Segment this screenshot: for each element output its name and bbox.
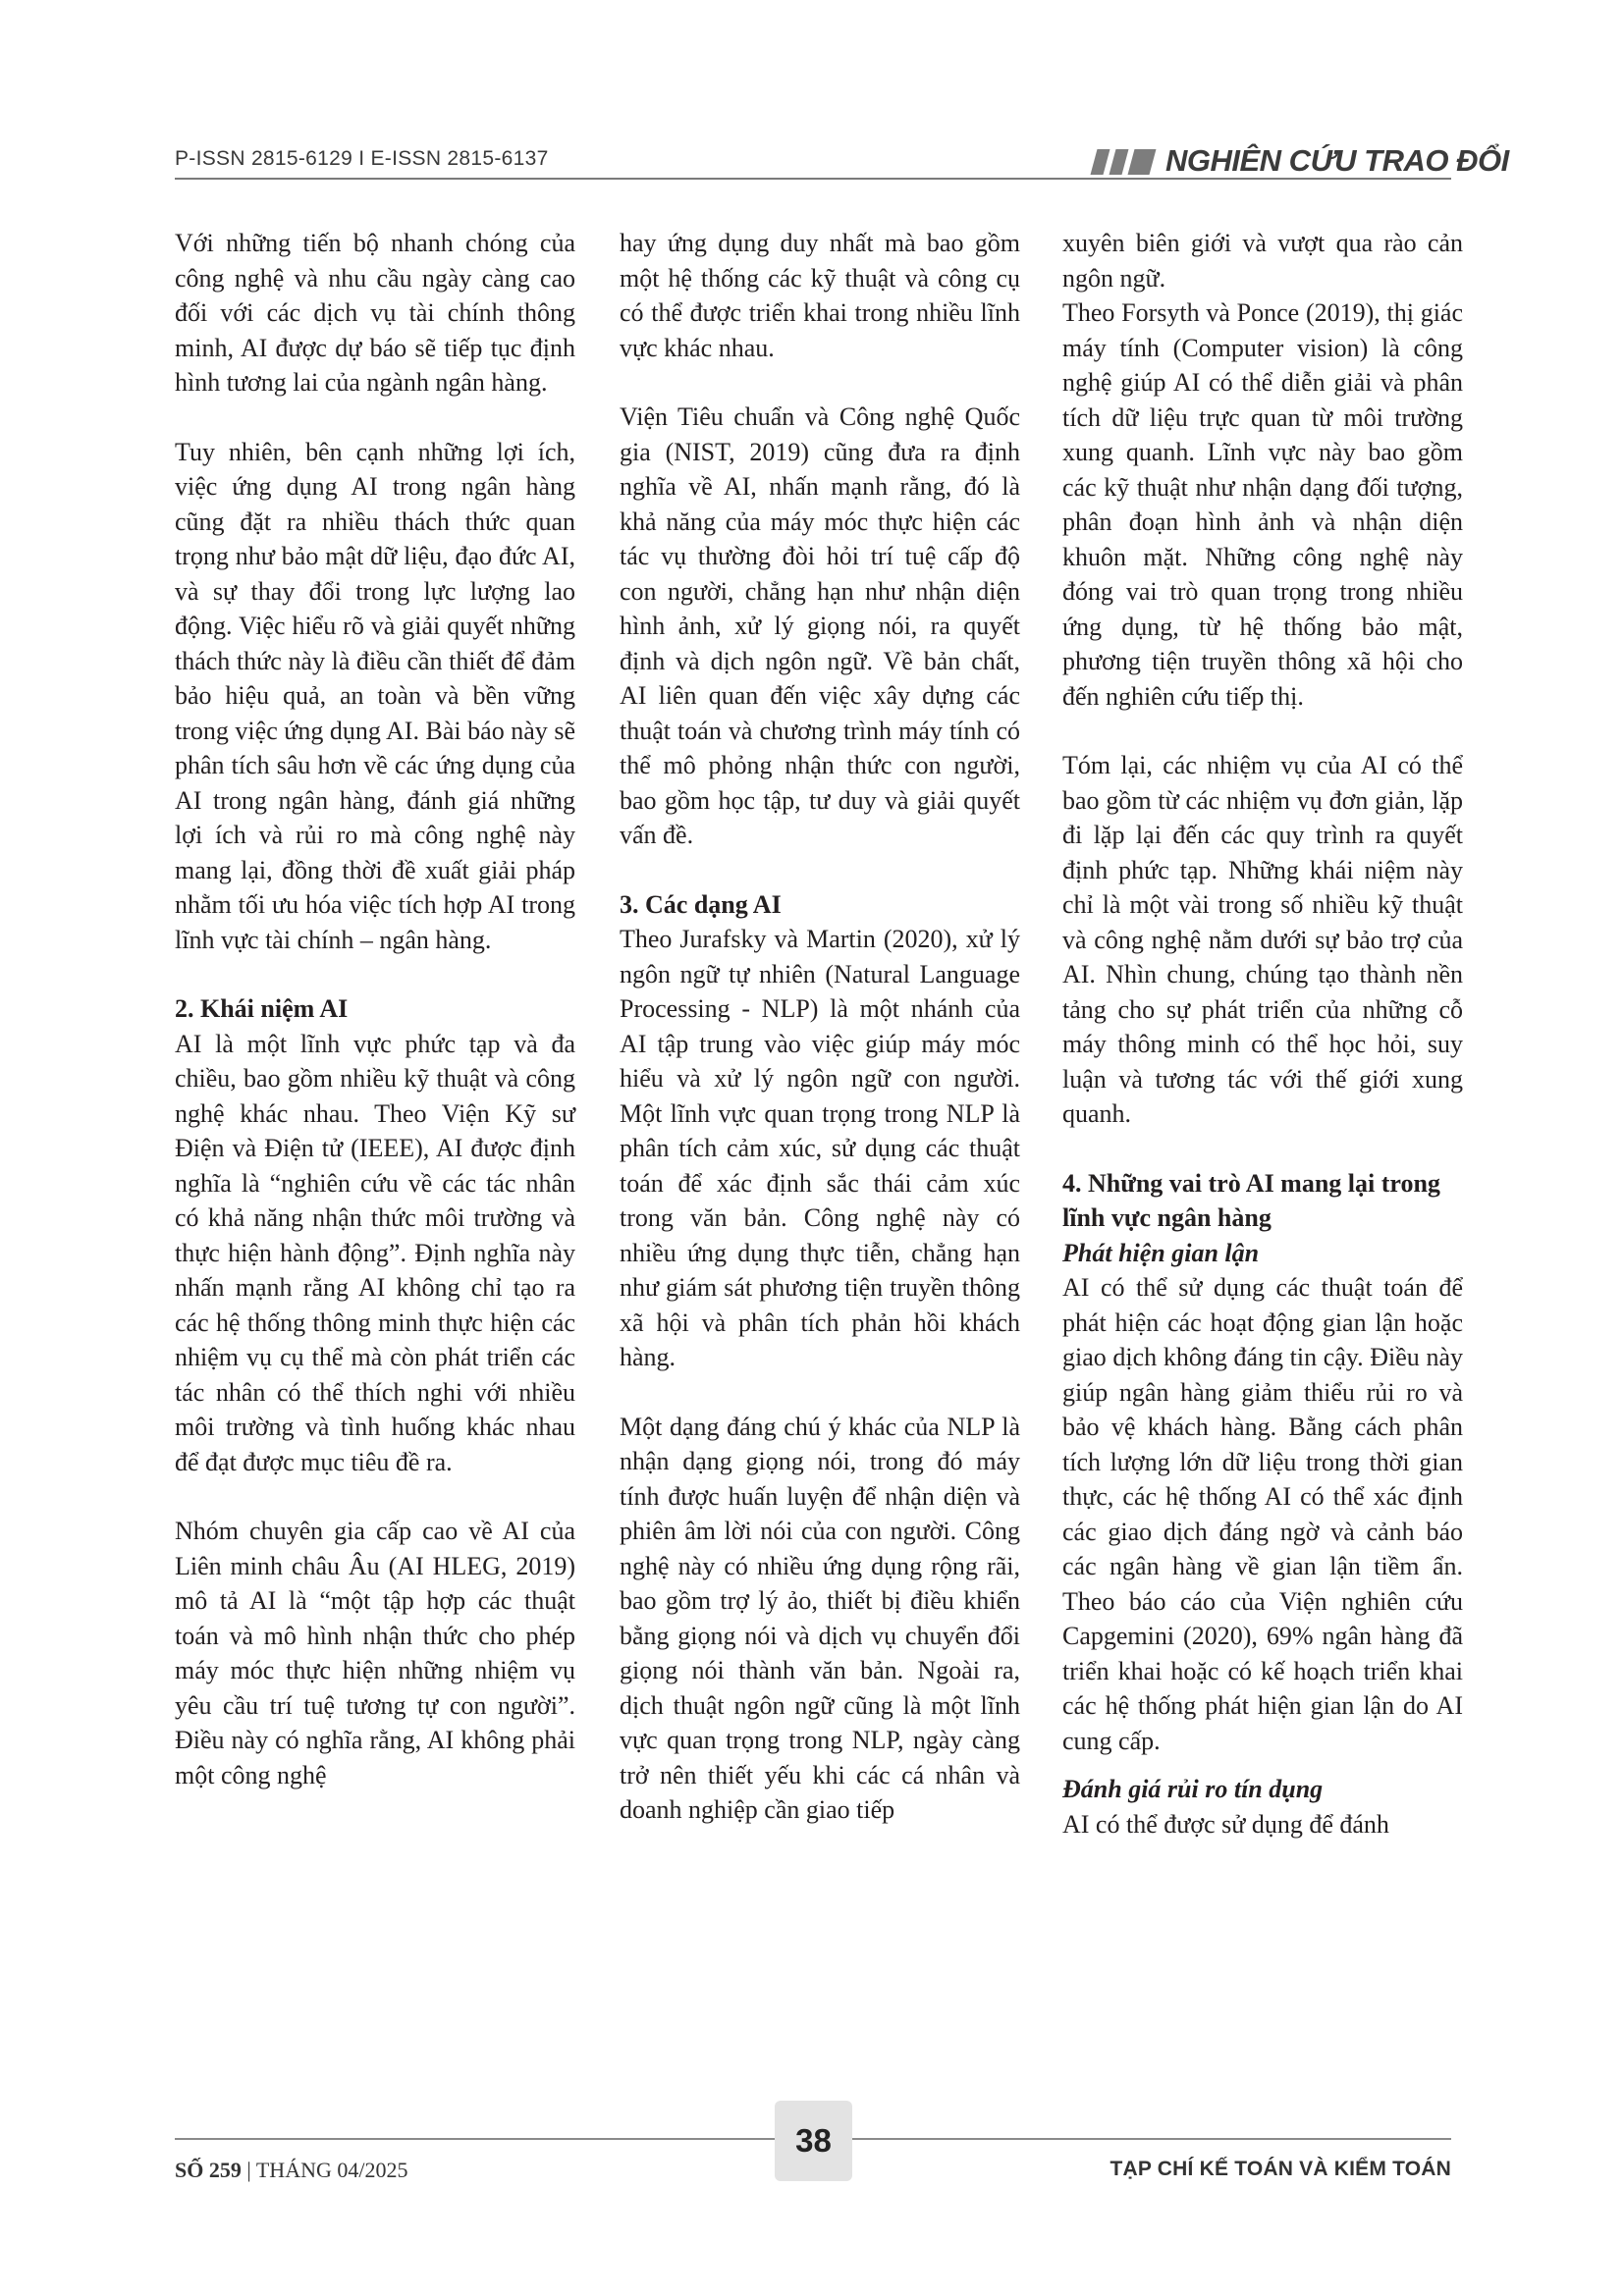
column-2: [620, 226, 1020, 1828]
column-1: [175, 226, 575, 1792]
footer-divider-right: [852, 2138, 1451, 2140]
section-heading: 4. Những vai trò AI mang lại trong lĩnh vực ngân hàng: [1062, 1168, 1440, 1232]
paragraph: Theo Forsyth và Ponce (2019), thị giác máy tính (Computer vision) là công nghệ giúp AI có thể diễn giải và phân tích dữ liệu trực quan từ môi trường xung quanh. Lĩnh vực này bao gồm các kỹ thuật như nhận dạng đối tượng, phân đoạn hình ảnh và nhận diện khuôn mặt. Những công nghệ này đóng vai trò quan trọng trong nhiều ứng dụng, từ hệ thống bảo mật, phương tiện truyền thông xã hội cho đến nghiên cứu tiếp thị.: [1062, 298, 1463, 711]
paragraph: Với những tiến bộ nhanh chóng của công nghệ và nhu cầu ngày càng cao đối với các dịch vụ tài chính thông minh, AI được dự báo sẽ tiếp tục định hình tương lai của ngành ngân hàng.: [175, 229, 575, 397]
journal-name: TẠP CHÍ KẾ TOÁN VÀ KIỂM TOÁN: [1110, 2158, 1451, 2180]
issue-date: | THÁNG 04/2025: [246, 2158, 408, 2182]
issn-header: P-ISSN 2815-6129 I E-ISSN 2815-6137: [175, 147, 549, 170]
subsection-heading: Đánh giá rủi ro tín dụng: [1062, 1775, 1324, 1803]
section-heading: 2. Khái niệm AI: [175, 994, 349, 1023]
paragraph: hay ứng dụng duy nhất mà bao gồm một hệ thống các kỹ thuật và công cụ có thể được triển khai trong nhiều lĩnh vực khác nhau.: [620, 229, 1020, 362]
issue-info: [175, 2158, 407, 2183]
column-3: [1062, 226, 1463, 1842]
footer-divider-left: [175, 2138, 775, 2140]
paragraph: AI có thể sử dụng các thuật toán để phát hiện các hoạt động gian lận hoặc giao dịch không đáng tin cậy. Điều này giúp ngân hàng giảm thiểu rủi ro và bảo vệ khách hàng. Bằng cách phân tích lượng lớn dữ liệu trong thời gian thực, các hệ thống AI có thể xác định các giao dịch đáng ngờ và cảnh báo các ngân hàng về gian lận tiềm ẩn. Theo báo cáo của Viện nghiên cứu Capgemini (2020), 69% ngân hàng đã triển khai hoặc có kế hoạch triển khai các hệ thống phát hiện gian lận do AI cung cấp.: [1062, 1273, 1463, 1755]
paragraph: Theo Jurafsky và Martin (2020), xử lý ngôn ngữ tự nhiên (Natural Language Processing - NLP) là một nhánh của AI tập trung vào việc giúp máy móc hiểu và xử lý ngôn ngữ con người. Một lĩnh vực quan trọng trong NLP là phân tích cảm xúc, sử dụng các thuật toán để xác định sắc thái cảm xúc trong văn bản. Công nghệ này có nhiều ứng dụng thực tiễn, chẳng hạn như giám sát phương tiện truyền thông xã hội và phân tích phản hồi khách hàng.: [620, 925, 1020, 1371]
issue-number: SỐ 259: [175, 2158, 242, 2182]
paragraph: Nhóm chuyên gia cấp cao về AI của Liên minh châu Âu (AI HLEG, 2019) mô tả AI là “một tập hợp các thuật toán và mô hình nhận thức cho phép máy móc thực hiện những nhiệm vụ yêu cầu trí tuệ tương tự con người”. Điều này có nghĩa rằng, AI không phải một công nghệ: [175, 1517, 575, 1789]
paragraph: Tuy nhiên, bên cạnh những lợi ích, việc ứng dụng AI trong ngân hàng cũng đặt ra nhiều thách thức quan trọng như bảo mật dữ liệu, đạo đức AI, và sự thay đổi trong lực lượng lao động. Việc hiểu rõ và giải quyết những thách thức này là điều cần thiết để đảm bảo hiệu quả, an toàn và bền vững trong việc ứng dụng AI. Bài báo này sẽ phân tích sâu hơn về các ứng dụng của AI trong ngân hàng, đánh giá những lợi ích và rủi ro mà công nghệ này mang lại, đồng thời đề xuất giải pháp nhằm tối ưu hóa việc tích hợp AI trong lĩnh vực tài chính – ngân hàng.: [175, 437, 575, 954]
paragraph: Viện Tiêu chuẩn và Công nghệ Quốc gia (NIST, 2019) cũng đưa ra định nghĩa về AI, nhấn mạnh rằng, đó là khả năng của máy móc thực hiện các tác vụ thường đòi hỏi trí tuệ cấp độ con người, chẳng hạn như nhận diện hình ảnh, xử lý giọng nói, ra quyết định và dịch ngôn ngữ. Về bản chất, AI liên quan đến việc xây dựng các thuật toán và chương trình máy tính có thể mô phỏng nhận thức con người, bao gồm học tập, tư duy và giải quyết vấn đề.: [620, 402, 1020, 849]
section-bars-decoration: [1094, 149, 1155, 175]
paragraph: Tóm lại, các nhiệm vụ của AI có thể bao gồm từ các nhiệm vụ đơn giản, lặp đi lặp lại đến các quy trình ra quyết định phức tạp. Những khái niệm này chỉ là một vài trong số nhiều kỹ thuật và công nghệ nằm dưới sự bảo trợ của AI. Nhìn chung, chúng tạo thành nền tảng cho sự phát triển của những cỗ máy thông minh có thể học hỏi, suy luận và tương tác với thế giới xung quanh.: [1062, 751, 1463, 1128]
section-title: NGHIÊN CỨU TRAO ĐỔI: [1165, 143, 1509, 178]
section-heading: 3. Các dạng AI: [620, 889, 782, 919]
paragraph: xuyên biên giới và vượt qua rào cản ngôn ngữ.: [1062, 229, 1463, 293]
subsection-heading: Phát hiện gian lận: [1062, 1238, 1260, 1267]
page-number: 38: [775, 2101, 852, 2181]
paragraph: Một dạng đáng chú ý khác của NLP là nhận dạng giọng nói, trong đó máy tính được huấn luyện để nhận diện và phiên âm lời nói của con người. Công nghệ này có nhiều ứng dụng rộng rãi, bao gồm trợ lý ảo, thiết bị điều khiển bằng giọng nói và dịch vụ chuyển đổi giọng nói thành văn bản. Ngoài ra, dịch thuật ngôn ngữ cũng là một lĩnh vực quan trọng trong NLP, ngày càng trở nên thiết yếu khi các cá nhân và doanh nghiệp cần giao tiếp: [620, 1412, 1020, 1824]
paragraph: AI có thể được sử dụng để đánh: [1062, 1809, 1389, 1839]
paragraph: AI là một lĩnh vực phức tạp và đa chiều, bao gồm nhiều kỹ thuật và công nghệ khác nhau. Theo Viện Kỹ sư Điện và Điện tử (IEEE), AI được định nghĩa là “nghiên cứu về các tác nhân có khả năng nhận thức môi trường và thực hiện hành động”. Định nghĩa này nhấn mạnh rằng AI không chỉ tạo ra các hệ thống thông minh thực hiện các nhiệm vụ cụ thể mà còn phát triển các tác nhân có thể thích nghi với nhiều môi trường và tình huống khác nhau để đạt được mục tiêu đề ra.: [175, 1029, 575, 1476]
header-divider: [175, 178, 1451, 180]
